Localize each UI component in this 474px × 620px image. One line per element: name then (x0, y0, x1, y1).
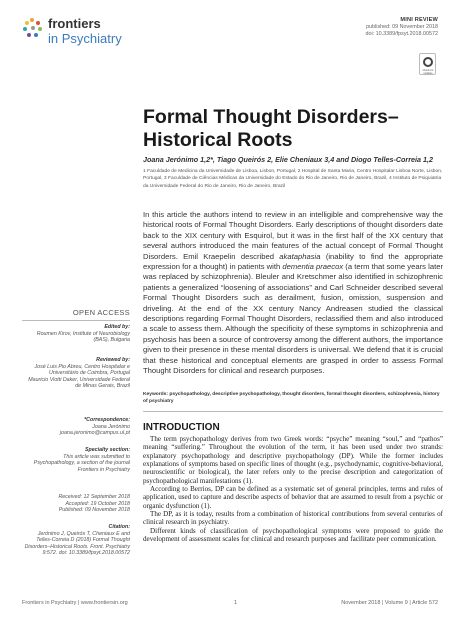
citation-value: Jerónimo J, Queirós T, Cheniaux E and Telles-Correia D (2018) Formal Thought Disorders–Historical Roots. Front. Psychiatry 9:572. doi: 10.3389/fpsyt.2018.00572 (24, 530, 130, 557)
specialty-section (22, 447, 130, 473)
crossmark-icon (423, 57, 433, 67)
reviewed-by (22, 357, 130, 390)
citation-label: Citation: (108, 524, 130, 530)
journal-name: in Psychiatry (48, 31, 122, 46)
brand-name: frontiers (48, 16, 101, 31)
edited-by (22, 324, 130, 344)
footer-journal[interactable]: Frontiers in Psychiatry | www.frontiersin.org (22, 600, 128, 606)
published-date: Published: 09 November 2018 (58, 507, 130, 514)
keywords-list: psychopathology, descriptive psychopathology, thought disorders, formal thought disorders, schizophrenia, history of psychiatry (143, 392, 440, 404)
keywords (143, 391, 443, 405)
doi-link[interactable]: doi: 10.3389/fpsyt.2018.00572 (365, 31, 438, 38)
section-value: This article was submitted to Psychopathology, a section of the journal Frontiers in Psychiatry (33, 453, 130, 473)
correspondence-email[interactable]: joana.jeronimo@campus.ul.pt (59, 430, 130, 437)
paragraph: The term psychopathology derives from two Greek words: “psyche” meaning “soul,” and “pathos” meaning “suffering.” Throughout the evolution of the term, it has been used under two strands: explanatory psychopathology and descriptive psychopathology (DP). While the former includes explanations of symptoms based on specific lines of thought (e.g., psychodynamic, cognitive-behavioral, neuroscientific or biological), the later refers only to the precise description and categorization of psychopathological manifestations (1). (143, 435, 443, 485)
accepted-date: Accepted: 19 October 2018 (65, 500, 130, 507)
abstract-term: akataphasia (279, 251, 321, 261)
paragraph: Different kinds of classification of psychopathological symptoms were proposed to guide the development of assessment scales for clinical and research purposes and facilitate peer communication. (143, 526, 443, 544)
section-label: Specialty section: (84, 447, 130, 453)
edited-label: Edited by: (104, 324, 130, 330)
correspondence-label: *Correspondence: (84, 417, 130, 423)
author-list: Joana Jerónimo 1,2*, Tiago Queirós 2, Elie Cheniaux 3,4 and Diogo Telles-Correia 1,2 (143, 155, 433, 164)
published-date: published: 09 November 2018 (366, 24, 438, 31)
article-title: Formal Thought Disorders–Historical Roots (143, 106, 399, 151)
received-date: Received: 12 September 2018 (58, 494, 130, 500)
abstract-text: In this article the authors intend to review in an intelligible and comprehensive way the historical roots of Formal Thought Disorders. Early descriptions of thought disorders date back to the XIX century with Esquirol, but it was in the first half of the XX century that several authors introduced the main features of the actual concept of Formal Thought Disorders. Emil Kraepelin described (143, 210, 443, 261)
abstract-text: (a term that some years later was replaced by schizophrenia). Bleuler and Kretschmer also identified in schizophrenic patients a generalized “loosening of associations” and Carl Schneider described several Formal Thought Disorders such as derailment, fusion, omission, suspension and driveling. At the end of the XX century Nancy Andreasen studied the classical descriptions regarding Formal Thought Disorders, reclassified them and also introduced a scale to assess them. Although the specificity of these symptoms in schizophrenia and psychosis has been a source of controversy among the different authors, the importance given to their presence in these mental disorders is universal. We defend that it is crucial that these historical and conceptual elements are grasped in order to assess Formal Thought Disorders for clinical and research purposes. (143, 262, 443, 376)
paragraph: The DP, as it is today, results from a combination of historical contributions from several centuries of clinical research in psychiatry. (143, 510, 443, 527)
frontiers-logo-icon (22, 18, 44, 40)
reviewer-2: Mauricio Viotti Daker, Universidade Federal de Minas Gerais, Brazil (28, 376, 130, 390)
abstract (143, 210, 443, 377)
introduction-body (143, 435, 443, 543)
reviewed-label: Reviewed by: (96, 357, 130, 363)
article-meta (365, 17, 438, 39)
keywords-label: Keywords: (143, 392, 169, 397)
citation (22, 524, 130, 557)
section-divider (143, 411, 443, 412)
journal-logo[interactable] (22, 16, 132, 50)
dates (22, 494, 130, 514)
correspondence-name: Joana Jerónimo (92, 423, 130, 430)
page-number: 1 (234, 600, 238, 606)
footer-volume: November 2018 | Volume 9 | Article 572 (341, 600, 438, 606)
section-heading: INTRODUCTION (143, 422, 220, 433)
abstract-text: (inability to find the appropriate expression for a thought) in patients with (143, 251, 444, 272)
affiliations: 1 Faculdade de Medicina da Universidade de Lisboa, Lisbon, Portugal, 2 Hospital de Santa Maria, Centro Hospitalar Lisboa Norte, Lisbon, Portugal, 3 Faculdade de Ciências Médicas da Universidade do Estado do Rio de Janeiro, Rio de Janeiro, Brazil, 4 Instituto de Psiquiatria da Universidade Federal do Rio de Janeiro, Rio de Janeiro, Brazil (143, 169, 443, 189)
check-updates-label: Check for updates (422, 69, 434, 75)
reviewer-1: José Luis Pio Abreu, Centro Hospitalar e Universitário de Coimbra, Portugal (34, 363, 130, 377)
correspondence (22, 417, 130, 437)
check-updates-badge[interactable] (419, 53, 436, 75)
open-access-label: OPEN ACCESS (72, 308, 130, 317)
abstract-term: dementia praecox (282, 262, 344, 272)
sidebar-divider (22, 320, 130, 321)
edited-value: Roumen Kirov, Institute of Neurobiology (BAS), Bulgaria (36, 330, 130, 344)
article-type: MINI REVIEW (400, 17, 438, 23)
paragraph: According to Berrios, DP can be defined as a systematic set of general principles, terms and rules of application, used to capture and describe aspects of behavior that are assumed to result from a psychic or organic dysfunction (1). (143, 485, 443, 510)
